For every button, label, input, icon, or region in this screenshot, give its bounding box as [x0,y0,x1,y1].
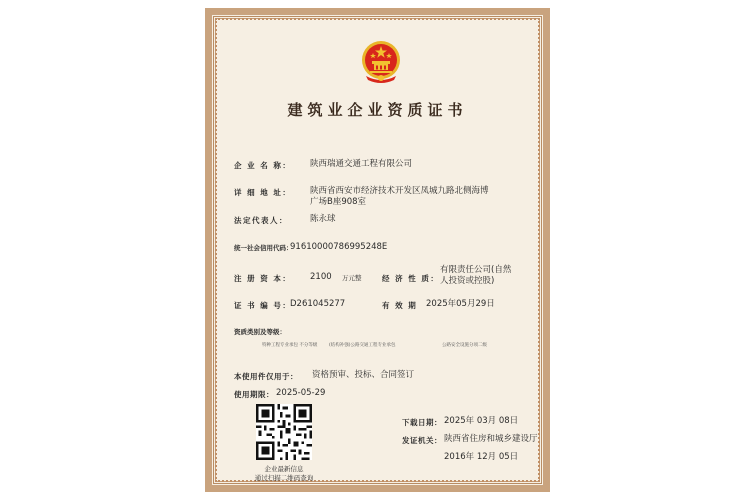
address-line-1: 陕西省西安市经济技术开发区凤城九路北侧海博 [310,186,489,196]
usage-period: 2025-05-29 [276,388,326,398]
credit-code-label: 统一社会信用代码： [234,244,293,252]
qr-code-icon [256,404,312,460]
usage: 资格预审、投标、合同签订 [312,370,415,380]
qualification-item: (结构补强)公路交通工程专业承包 [329,343,396,348]
legal-rep-label: 法定代表人： [234,216,288,225]
legal-rep: 陈永球 [310,214,336,224]
capital-label: 注 册 资 本： [234,274,292,283]
cert-no: D261045277 [290,299,346,309]
issuer-label: 发证机关： [402,436,442,445]
usage-period-label: 使用期限： [234,390,274,399]
capital: 2100 [310,272,332,282]
qualification-item: 公路安全设施分项二级 [442,343,487,348]
national-emblem-icon [360,40,402,84]
certificate-title: 建筑业企业资质证书 [287,101,468,119]
cert-no-label: 证 书 编 号： [234,301,292,310]
download-time: 2025年 03月 08日 [444,416,519,426]
address-label: 详 细 地 址： [234,188,292,197]
company-name-label: 企 业 名 称： [234,161,292,170]
qr-caption-line-2: 通过扫描二维码查询 [254,474,314,482]
usage-label: 本使用件仅用于： [234,372,298,381]
certificate [205,8,550,492]
issuer: 陕西省住房和城乡建设厅 [444,434,538,444]
valid-until: 2025年05月29日 [426,299,495,309]
issue-date: 2016年 12月 05日 [444,452,519,462]
address-line-2: 广场B座908室 [310,197,367,207]
econ-type-label: 经 济 性 质： [382,274,440,283]
qualification-label: 资质类别及等级： [234,328,286,336]
qr-caption-line-1: 企业最新信息 [264,465,304,473]
download-time-label: 下载日期： [402,418,442,427]
econ-type-line-2: 人投资或控股) [440,276,495,286]
econ-type-line-1: 有限责任公司(自然 [440,265,512,275]
qualification-item: 特种工程专业承包 不分等级 [262,343,318,348]
capital-unit: 万元整 [342,274,362,282]
credit-code: 91610000786995248E [290,242,388,252]
company-name: 陕西瑞通交通工程有限公司 [310,159,413,169]
valid-label: 有 效 期 [382,301,418,310]
